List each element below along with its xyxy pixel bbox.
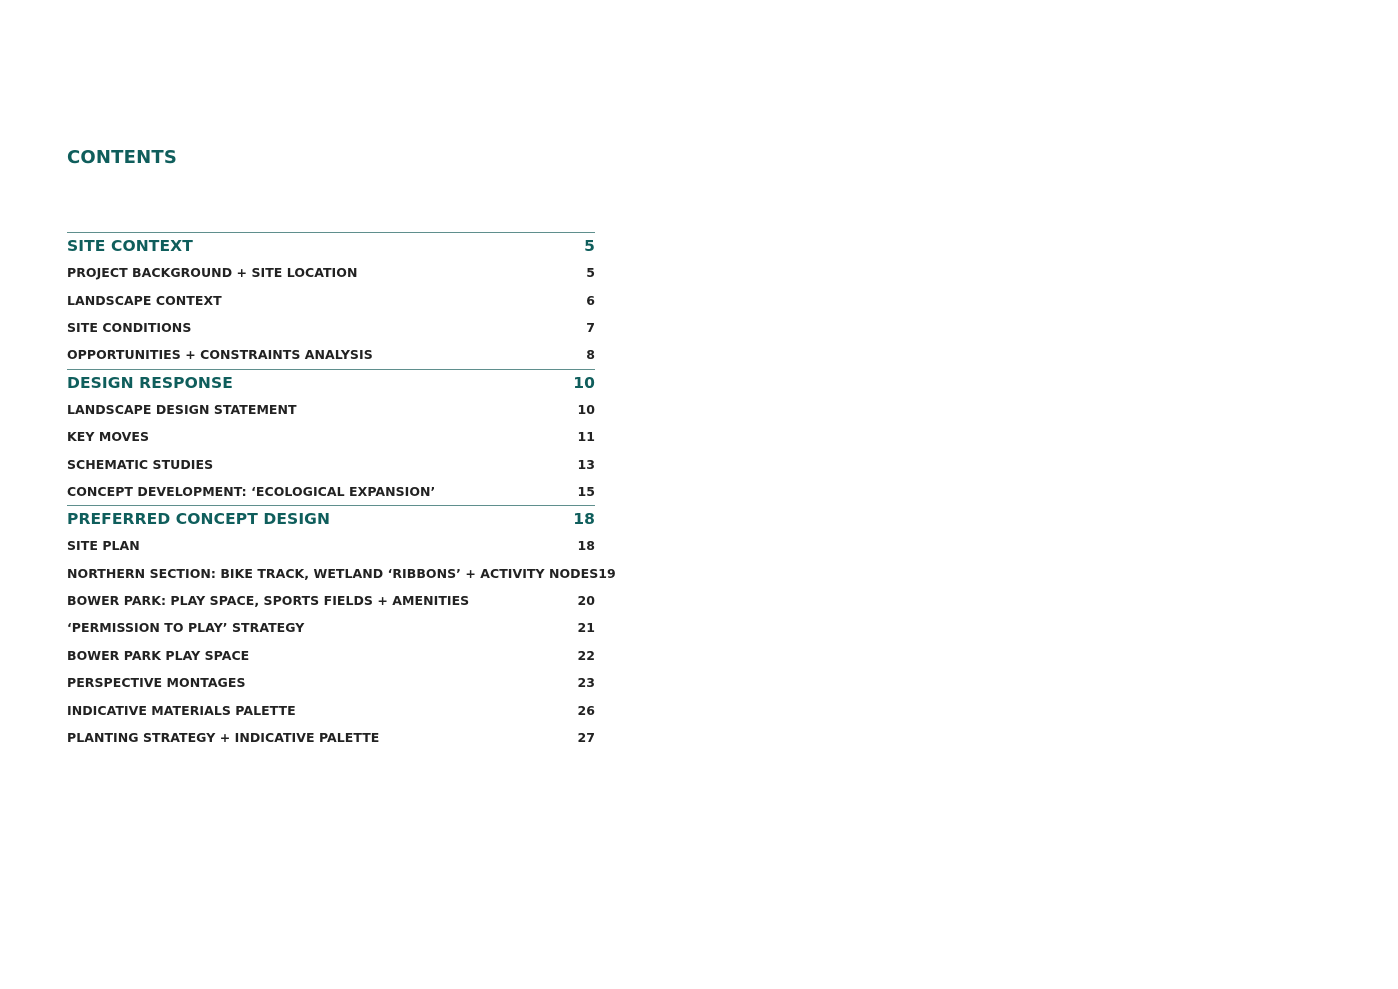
toc-entry-label: PROJECT BACKGROUND + SITE LOCATION xyxy=(67,265,358,281)
toc-entry-page: 15 xyxy=(577,483,595,499)
toc-entry-label: PLANTING STRATEGY + INDICATIVE PALETTE xyxy=(67,730,380,746)
toc-entry[interactable] xyxy=(67,423,595,450)
toc-entry[interactable] xyxy=(67,478,595,505)
toc-entry-page: 10 xyxy=(577,401,595,417)
toc-entry-page: 19 xyxy=(598,565,616,581)
section-heading: PREFERRED CONCEPT DESIGN xyxy=(67,510,331,529)
section-heading: SITE CONTEXT xyxy=(67,237,193,255)
toc-entry-label: OPPORTUNITIES + CONSTRAINTS ANALYSIS xyxy=(67,347,373,363)
toc-entry-page: 18 xyxy=(577,538,595,554)
toc-entry[interactable] xyxy=(67,532,595,559)
toc-entry[interactable] xyxy=(67,286,595,313)
toc-entry[interactable] xyxy=(67,314,595,341)
toc-entry-page: 21 xyxy=(577,620,595,636)
toc-entry-page: 11 xyxy=(577,429,595,445)
toc-entry[interactable] xyxy=(67,614,595,641)
toc-entry[interactable] xyxy=(67,642,595,669)
table-of-contents xyxy=(67,232,616,751)
toc-section-design-response xyxy=(67,369,595,506)
toc-entry[interactable] xyxy=(67,669,595,696)
toc-entry-page: 6 xyxy=(586,292,595,308)
toc-entry-label: INDICATIVE MATERIALS PALETTE xyxy=(67,702,296,718)
toc-entry-label: NORTHERN SECTION: BIKE TRACK, WETLAND ‘RIBBONS’ + ACTIVITY NODES xyxy=(67,565,599,581)
toc-entry-label: CONCEPT DEVELOPMENT: ‘ECOLOGICAL EXPANSION’ xyxy=(67,483,436,499)
toc-entry-page: 27 xyxy=(577,730,595,746)
toc-entry-page: 5 xyxy=(586,265,595,281)
toc-entry-label: LANDSCAPE DESIGN STATEMENT xyxy=(67,401,297,417)
toc-entry-label: LANDSCAPE CONTEXT xyxy=(67,292,222,308)
toc-entry-label: SITE PLAN xyxy=(67,538,140,554)
toc-entry-page: 20 xyxy=(577,593,595,609)
toc-entry[interactable] xyxy=(67,450,595,477)
toc-entry-label: BOWER PARK: PLAY SPACE, SPORTS FIELDS + AMENITIES xyxy=(67,593,470,609)
toc-entry[interactable] xyxy=(67,396,595,423)
section-page-number: 10 xyxy=(573,373,595,392)
toc-entry-label: SITE CONDITIONS xyxy=(67,319,192,335)
toc-entry-label: PERSPECTIVE MONTAGES xyxy=(67,675,246,691)
toc-entry[interactable] xyxy=(67,341,595,368)
toc-entry-page: 23 xyxy=(577,675,595,691)
toc-entry-page: 26 xyxy=(577,702,595,718)
toc-entry[interactable] xyxy=(67,587,595,614)
section-heading-link[interactable] xyxy=(67,233,595,258)
section-page-number: 18 xyxy=(573,510,595,529)
toc-entry-label: ‘PERMISSION TO PLAY’ STRATEGY xyxy=(67,620,305,636)
toc-entry[interactable] xyxy=(67,259,595,286)
toc-section-preferred-concept-design xyxy=(67,505,616,751)
toc-entry-label: BOWER PARK PLAY SPACE xyxy=(67,647,250,663)
toc-entry-label: SCHEMATIC STUDIES xyxy=(67,456,214,472)
toc-entry-page: 8 xyxy=(586,347,595,363)
toc-entry[interactable] xyxy=(67,560,616,587)
toc-entry[interactable] xyxy=(67,724,595,751)
toc-entry-page: 13 xyxy=(577,456,595,472)
toc-entry-page: 7 xyxy=(586,319,595,335)
section-heading-link[interactable] xyxy=(67,506,595,531)
toc-entry-page: 22 xyxy=(577,647,595,663)
section-heading-link[interactable] xyxy=(67,370,595,395)
section-page-number: 5 xyxy=(584,237,595,255)
page-title: CONTENTS xyxy=(67,147,178,168)
toc-entry-label: KEY MOVES xyxy=(67,429,150,445)
toc-entry[interactable] xyxy=(67,696,595,723)
toc-section-site-context xyxy=(67,232,595,369)
section-heading: DESIGN RESPONSE xyxy=(67,373,233,392)
